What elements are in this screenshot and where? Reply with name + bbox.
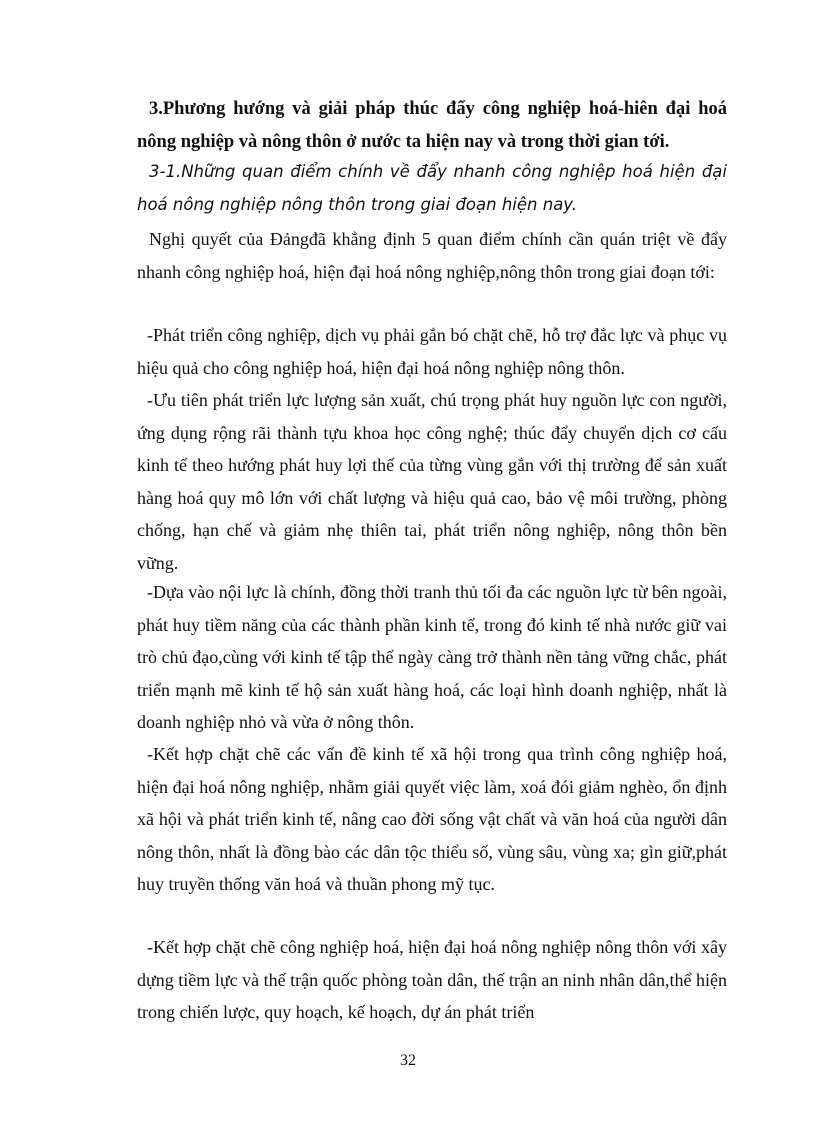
section-subheading: 3-1.Những quan điểm chính về đẩy nhanh công nghiệp hoá hiện đại hoá nông nghiệp nông thôn trong giai đoạn hiện nay. [137,162,727,214]
page-number: 32 [400,1052,416,1069]
point-paragraph-5: -Kết hợp chặt chẽ công nghiệp hoá, hiện đại hoá nông nghiệp nông thôn với xây dựng tiềm lực và thế trận quốc phòng toàn dân, thế trận an ninh nhân dân,thể hiện trong chiến lược, quy hoạch, kế hoạch, dự án phát triển [137,937,727,1022]
point-paragraph-1: -Phát triển công nghiệp, dịch vụ phải gắn bó chặt chẽ, hỗ trợ đắc lực và phục vụ hiệu quả cho công nghiệp hoá, hiện đại hoá nông nghiệp nông thôn. [137,325,727,378]
section-heading: 3.Phương hướng và giải pháp thúc đẩy công nghiệp hoá-hiên đại hoá nông nghiệp và nông thôn ở nước ta hiện nay và trong thời gian tới. [137,99,727,152]
point-paragraph-2: -Ưu tiên phát triển lực lượng sản xuất, chú trọng phát huy nguồn lực con người, ứng dụng rộng rãi thành tựu khoa học công nghệ; thúc đẩy chuyển dịch cơ cấu kinh tế theo hướng phát huy lợi thế của từng vùng gắn với thị trường để sản xuất hàng hoá quy mô lớn với chất lượng và hiệu quả cao, bảo vệ môi trường, phòng chống, hạn chế và giảm nhẹ thiên tai, phát triển nông nghiệp, nông thôn bền vững. [137,390,727,573]
point-paragraph-4: -Kết hợp chặt chẽ các vấn đề kinh tế xã hội trong qua trình công nghiệp hoá, hiện đại hoá nông nghiệp, nhằm giải quyết việc làm, xoá đói giảm nghèo, ổn định xã hội và phát triển kinh tế, nâng cao đời sống vật chất và văn hoá của người dân nông thôn, nhất là đồng bào các dân tộc thiểu số, vùng sâu, vùng xa; gìn giữ,phát huy truyền thống văn hoá và thuần phong mỹ tục. [137,744,727,894]
point-paragraph-3: -Dựa vào nội lực là chính, đồng thời tranh thủ tối đa các nguồn lực từ bên ngoài, phát huy tiềm năng của các thành phần kinh tế, trong đó kinh tế nhà nước giữ vai trò chủ đạo,cùng với kinh tế tập thể ngày càng trở thành nền tảng vững chắc, phát triển mạnh mẽ kinh tế hộ sản xuất hàng hoá, các loại hình doanh nghiệp, nhất là doanh nghiệp nhỏ và vừa ở nông thôn. [137,582,727,732]
intro-paragraph: Nghị quyết của Đảngđã khẳng định 5 quan điểm chính cần quán triệt về đẩy nhanh công nghiệp hoá, hiện đại hoá nông nghiệp,nông thôn trong giai đoạn tới: [137,229,727,282]
